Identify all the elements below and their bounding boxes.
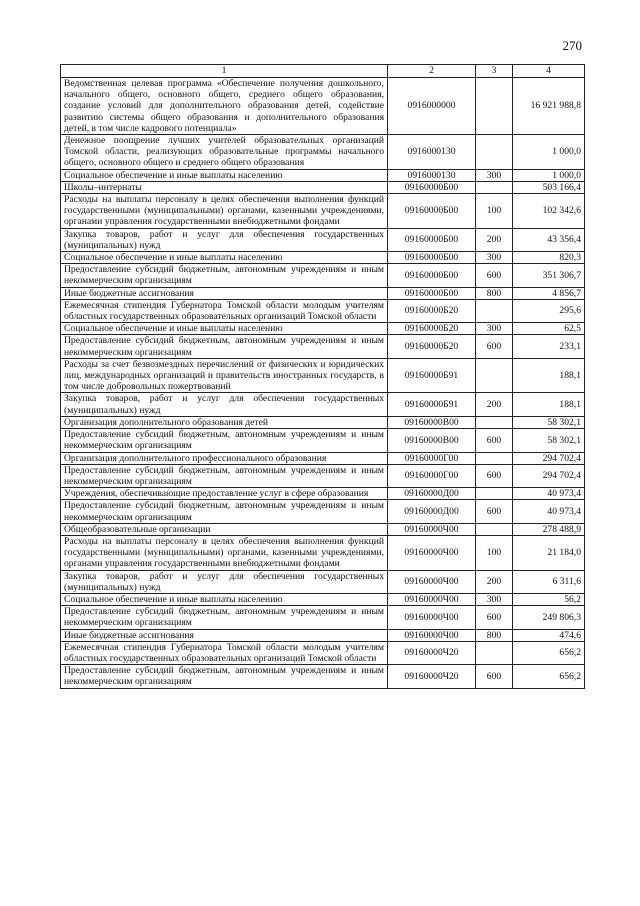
cell-name: Закупка товаров, работ и услуг для обеспечения государственных (муниципальных) нужд [61, 570, 388, 593]
cell-amount: 56,2 [513, 593, 585, 605]
cell-expense-type [476, 299, 513, 322]
table-row [61, 335, 585, 358]
cell-code: 09160000Ч20 [388, 665, 476, 688]
cell-amount: 656,2 [513, 641, 585, 664]
cell-code: 09160000Г00 [388, 452, 476, 464]
cell-code: 09160000Ч00 [388, 606, 476, 629]
cell-name: Предоставление субсидий бюджетным, автономным учреждениям и иным некоммерческим организациям [61, 606, 388, 629]
table-row [61, 429, 585, 452]
cell-amount: 188,1 [513, 358, 585, 393]
cell-expense-type: 300 [476, 593, 513, 605]
cell-amount: 6 311,6 [513, 570, 585, 593]
cell-code: 0916000000 [388, 78, 476, 135]
cell-expense-type [476, 641, 513, 664]
table-row [61, 606, 585, 629]
table-row [61, 252, 585, 264]
cell-expense-type: 100 [476, 535, 513, 570]
cell-amount: 656,2 [513, 665, 585, 688]
cell-expense-type: 200 [476, 570, 513, 593]
cell-name: Социальное обеспечение и иные выплаты населению [61, 252, 388, 264]
cell-code: 09160000Б00 [388, 287, 476, 299]
cell-code: 09160000Б20 [388, 335, 476, 358]
cell-amount: 40 973,4 [513, 500, 585, 523]
cell-name: Ежемесячная стипендия Губернатора Томской области молодым учителям областных государственных образовательных организаций Томской области [61, 299, 388, 322]
cell-name: Иные бюджетные ассигнования [61, 287, 388, 299]
column-header: 1 [61, 65, 388, 78]
cell-expense-type: 300 [476, 169, 513, 181]
cell-expense-type [476, 78, 513, 135]
cell-name: Предоставление субсидий бюджетным, автономным учреждениям и иным некоммерческим организациям [61, 665, 388, 688]
page-number: 270 [562, 38, 582, 53]
cell-code: 09160000Ч20 [388, 641, 476, 664]
cell-amount: 62,5 [513, 323, 585, 335]
table-row [61, 570, 585, 593]
cell-amount: 16 921 988,8 [513, 78, 585, 135]
cell-name: Ведомственная целевая программа «Обеспечение получения дошкольного, начального общего, основного общего, среднего общего образования, создание условий для дополнительного образования детей, содействие развитию системы общего образования и дополнительного образования детей, в том числе кадрового потенциала» [61, 78, 388, 135]
column-header: 3 [476, 65, 513, 78]
cell-expense-type: 200 [476, 228, 513, 251]
cell-code: 09160000Б00 [388, 194, 476, 229]
cell-expense-type [476, 416, 513, 428]
table-row [61, 287, 585, 299]
cell-name: Денежное поощрение лучших учителей образовательных организаций Томской области, реализующих образовательные программы начального общего, основного общего и среднего общего образования [61, 135, 388, 170]
cell-code: 09160000Б00 [388, 264, 476, 287]
cell-expense-type [476, 523, 513, 535]
cell-code: 09160000Б91 [388, 358, 476, 393]
cell-name: Учреждения, обеспечивающие предоставление услуг в сфере образования [61, 488, 388, 500]
cell-expense-type: 600 [476, 335, 513, 358]
cell-amount: 1 000,0 [513, 169, 585, 181]
cell-name: Расходы на выплаты персоналу в целях обеспечения выполнения функций государственными (муниципальными) органами, казенными учреждениями, органами управления государственными внебюджетными фондами [61, 535, 388, 570]
cell-code: 09160000Д00 [388, 500, 476, 523]
cell-name: Ежемесячная стипендия Губернатора Томской области молодым учителям областных государственных образовательных организаций Томской области [61, 641, 388, 664]
cell-code: 09160000Б91 [388, 393, 476, 416]
cell-amount: 295,6 [513, 299, 585, 322]
cell-name: Предоставление субсидий бюджетным, автономным учреждениям и иным некоммерческим организациям [61, 464, 388, 487]
cell-name: Организация дополнительного образования детей [61, 416, 388, 428]
cell-code: 09160000Ч00 [388, 535, 476, 570]
table-row [61, 323, 585, 335]
cell-name: Социальное обеспечение и иные выплаты населению [61, 323, 388, 335]
cell-amount: 474,6 [513, 629, 585, 641]
cell-amount: 233,1 [513, 335, 585, 358]
cell-expense-type: 800 [476, 287, 513, 299]
table-row [61, 500, 585, 523]
cell-code: 09160000Г00 [388, 464, 476, 487]
cell-expense-type: 600 [476, 429, 513, 452]
cell-code: 09160000Д00 [388, 488, 476, 500]
table-row [61, 135, 585, 170]
cell-name: Предоставление субсидий бюджетным, автономным учреждениям и иным некоммерческим организациям [61, 500, 388, 523]
cell-code: 09160000Б20 [388, 323, 476, 335]
cell-expense-type: 800 [476, 629, 513, 641]
table-row [61, 358, 585, 393]
cell-amount: 188,1 [513, 393, 585, 416]
cell-amount: 21 184,0 [513, 535, 585, 570]
table-row [61, 535, 585, 570]
cell-code: 0916000130 [388, 169, 476, 181]
table-body [61, 78, 585, 689]
cell-expense-type [476, 181, 513, 193]
cell-name: Расходы на выплаты персоналу в целях обеспечения выполнения функций государственными (муниципальными) органами, казенными учреждениями, органами управления государственными внебюджетными фондами [61, 194, 388, 229]
table-row [61, 665, 585, 688]
table-row [61, 78, 585, 135]
cell-name: Предоставление субсидий бюджетным, автономным учреждениям и иным некоммерческим организациям [61, 429, 388, 452]
table-row [61, 464, 585, 487]
cell-name: Социальное обеспечение и иные выплаты населению [61, 593, 388, 605]
cell-name: Школы–интернаты [61, 181, 388, 193]
cell-amount: 294 702,4 [513, 464, 585, 487]
cell-name: Предоставление субсидий бюджетным, автономным учреждениям и иным некоммерческим организациям [61, 335, 388, 358]
cell-amount: 58 302,1 [513, 416, 585, 428]
table-row [61, 641, 585, 664]
cell-amount: 4 856,7 [513, 287, 585, 299]
cell-amount: 102 342,6 [513, 194, 585, 229]
cell-name: Организация дополнительного профессионального образования [61, 452, 388, 464]
cell-amount: 294 702,4 [513, 452, 585, 464]
cell-amount: 40 973,4 [513, 488, 585, 500]
cell-code: 09160000Ч00 [388, 593, 476, 605]
cell-code: 09160000Б00 [388, 252, 476, 264]
cell-amount: 249 806,3 [513, 606, 585, 629]
cell-expense-type [476, 452, 513, 464]
table-row [61, 181, 585, 193]
cell-code: 09160000В00 [388, 429, 476, 452]
table-row [61, 299, 585, 322]
cell-name: Предоставление субсидий бюджетным, автономным учреждениям и иным некоммерческим организациям [61, 264, 388, 287]
cell-expense-type [476, 135, 513, 170]
cell-code: 09160000Б00 [388, 228, 476, 251]
cell-name: Закупка товаров, работ и услуг для обеспечения государственных (муниципальных) нужд [61, 228, 388, 251]
cell-code: 09160000Б20 [388, 299, 476, 322]
cell-expense-type: 600 [476, 264, 513, 287]
cell-expense-type: 600 [476, 665, 513, 688]
cell-expense-type [476, 488, 513, 500]
table-header-row [61, 65, 585, 78]
table-row [61, 393, 585, 416]
cell-amount: 278 488,9 [513, 523, 585, 535]
cell-amount: 43 356,4 [513, 228, 585, 251]
cell-name: Иные бюджетные ассигнования [61, 629, 388, 641]
cell-expense-type: 600 [476, 500, 513, 523]
column-header: 4 [513, 65, 585, 78]
cell-expense-type [476, 358, 513, 393]
table-row [61, 264, 585, 287]
cell-amount: 58 302,1 [513, 429, 585, 452]
column-header: 2 [388, 65, 476, 78]
table-row [61, 194, 585, 229]
cell-code: 09160000Ч00 [388, 629, 476, 641]
cell-expense-type: 100 [476, 194, 513, 229]
table-row [61, 169, 585, 181]
cell-expense-type: 200 [476, 393, 513, 416]
cell-amount: 1 000,0 [513, 135, 585, 170]
cell-expense-type: 300 [476, 252, 513, 264]
budget-table [60, 64, 585, 689]
cell-code: 0916000130 [388, 135, 476, 170]
cell-code: 09160000Ч00 [388, 570, 476, 593]
table-row [61, 488, 585, 500]
table-row [61, 523, 585, 535]
table-row [61, 629, 585, 641]
cell-name: Социальное обеспечение и иные выплаты населению [61, 169, 388, 181]
cell-name: Общеобразовательные организации [61, 523, 388, 535]
cell-expense-type: 600 [476, 464, 513, 487]
cell-code: 09160000Б00 [388, 181, 476, 193]
cell-code: 09160000Ч00 [388, 523, 476, 535]
cell-amount: 820,3 [513, 252, 585, 264]
cell-amount: 351 306,7 [513, 264, 585, 287]
table-row [61, 593, 585, 605]
cell-expense-type: 600 [476, 606, 513, 629]
cell-name: Закупка товаров, работ и услуг для обеспечения государственных (муниципальных) нужд [61, 393, 388, 416]
table-row [61, 228, 585, 251]
cell-amount: 503 166,4 [513, 181, 585, 193]
table-row [61, 452, 585, 464]
table-row [61, 416, 585, 428]
cell-name: Расходы за счет безвозмездных перечислений от физических и юридических лиц, международных организаций и правительств иностранных государств, в том числе добровольных пожертвований [61, 358, 388, 393]
cell-code: 09160000В00 [388, 416, 476, 428]
cell-expense-type: 300 [476, 323, 513, 335]
